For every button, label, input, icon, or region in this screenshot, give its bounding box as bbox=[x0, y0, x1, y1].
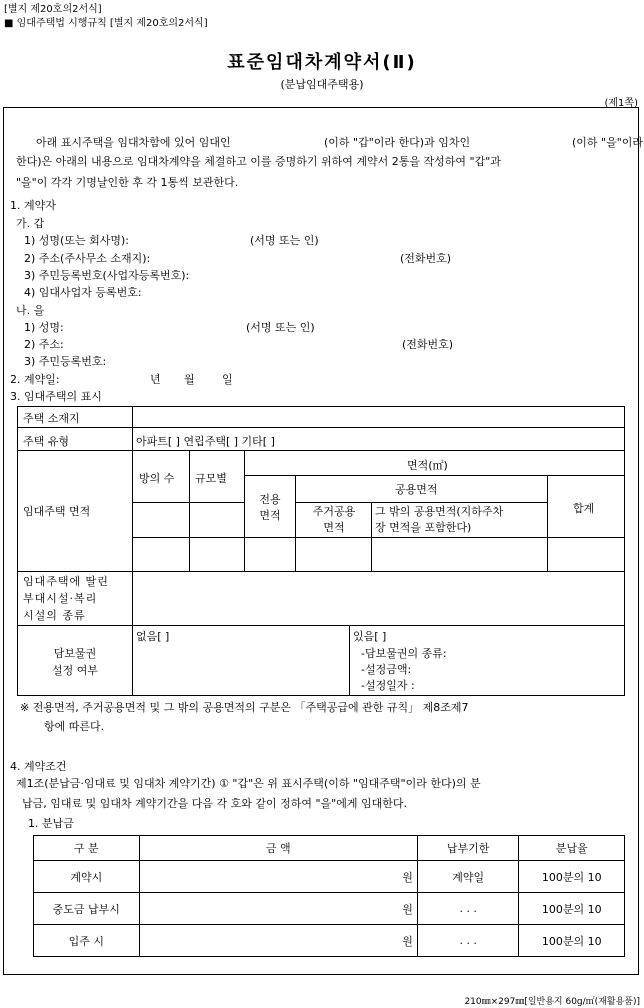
area-note-1: ※ 전용면적, 주거공용면적 및 그 밖의 공용면적의 구분은 「주택공급에 관한 규칙」 제8조제7 bbox=[20, 701, 469, 714]
row-due: . . . bbox=[417, 893, 519, 925]
collateral-label: 담보물권 설정 여부 bbox=[51, 647, 98, 677]
rooms-label: 방의 수 bbox=[139, 472, 175, 485]
collateral-date-label: -설정일자 : bbox=[361, 679, 415, 692]
tenant-address-label: 2) 주소: bbox=[24, 338, 64, 351]
document-title: 표준임대차계약서(Ⅱ) bbox=[227, 52, 417, 73]
row-category: 입주 시 bbox=[34, 925, 140, 957]
article1-text-1: 제1조(분납금·임대료 및 임대차 계약기간) ① "갑"은 위 표시주택(이하 "임대주택"이라 한다)의 분 bbox=[16, 777, 481, 790]
intro-text-3: "을"이 각각 기명날인한 후 각 1통씩 보관한다. bbox=[16, 176, 239, 189]
table-row bbox=[34, 861, 625, 893]
row-category: 중도금 납부시 bbox=[34, 893, 140, 925]
row-due: 계약일 bbox=[417, 861, 519, 893]
row-ratio: 100분의 10 bbox=[519, 925, 625, 957]
contract-date-month: 월 bbox=[184, 373, 195, 386]
size-label: 규모별 bbox=[195, 472, 227, 485]
landlord-signature-label: (서명 또는 인) bbox=[250, 234, 319, 247]
contract-date-year: 년 bbox=[150, 373, 161, 386]
collateral-exists: 있음[ ] bbox=[353, 630, 387, 643]
installment-heading: 1. 분납금 bbox=[28, 817, 74, 830]
landlord-address-label: 2) 주소(주사무소 소재지): bbox=[24, 252, 151, 265]
collateral-kind-label: -담보물권의 종류: bbox=[361, 647, 447, 660]
house-type-label: 주택 유형 bbox=[23, 435, 70, 448]
total-label: 합계 bbox=[573, 502, 595, 515]
installment-table bbox=[33, 835, 625, 957]
form-number: [별지 제20호의2서식] bbox=[4, 4, 102, 15]
collateral-none: 없음[ ] bbox=[136, 630, 170, 643]
col-header-category: 구 분 bbox=[34, 836, 140, 861]
house-info-table bbox=[17, 406, 625, 696]
tenant-signature-label: (서명 또는 인) bbox=[246, 321, 315, 334]
intro-text-1a: 아래 표시주택을 임대차함에 있어 임대인 bbox=[36, 136, 231, 149]
row-due: . . . bbox=[417, 925, 519, 957]
row-amount: 원 bbox=[139, 925, 417, 957]
landlord-heading: 가. 갑 bbox=[16, 217, 45, 230]
table-row bbox=[34, 893, 625, 925]
area-note-2: 항에 따른다. bbox=[44, 720, 105, 733]
collateral-amount-label: -설정금액: bbox=[361, 663, 412, 676]
area-m2-label: 면적(㎡) bbox=[407, 459, 448, 472]
section-terms-heading: 4. 계약조건 bbox=[10, 760, 67, 773]
row-amount: 원 bbox=[139, 893, 417, 925]
col-header-amount: 금 액 bbox=[139, 836, 417, 861]
article1-text-2: 납금, 임대료 및 임대차 계약기간을 다음 각 호와 같이 정하여 "을"에게 임대한다. bbox=[22, 797, 407, 810]
table-row bbox=[34, 925, 625, 957]
landlord-name-label: 1) 성명(또는 회사명): bbox=[24, 234, 129, 247]
tenant-heading: 나. 을 bbox=[16, 304, 45, 317]
section-house-heading: 3. 임대주택의 표시 bbox=[10, 390, 102, 403]
tenant-name-label: 1) 성명: bbox=[24, 321, 64, 334]
landlord-id-label: 3) 주민등록번호(사업자등록번호): bbox=[24, 269, 190, 282]
section-contractors-heading: 1. 계약자 bbox=[10, 199, 56, 212]
contract-date-day: 일 bbox=[222, 373, 233, 386]
row-ratio: 100분의 10 bbox=[519, 861, 625, 893]
landlord-phone-label: (전화번호) bbox=[400, 252, 452, 265]
intro-text-1b: (이하 "갑"이라 한다)과 임차인 bbox=[324, 136, 471, 149]
page-number: (제1쪽) bbox=[604, 98, 638, 109]
exclusive-area-label: 전용 면적 bbox=[259, 493, 281, 522]
col-header-due: 납부기한 bbox=[417, 836, 519, 861]
intro-text-2: 한다)은 아래의 내용으로 임대차계약을 체결하고 이를 증명하기 위하여 계약서 2통을 작성하여 "갑"과 bbox=[16, 155, 501, 168]
house-type-value: 아파트[ ] 연립주택[ ] 기타[ ] bbox=[136, 435, 275, 448]
row-amount: 원 bbox=[139, 861, 417, 893]
law-reference: ■ 임대주택법 시행규칙 [별지 제20호의2서식] bbox=[4, 18, 208, 29]
intro-text-1c: (이하 "을"이라 bbox=[572, 136, 644, 149]
document-subtitle: (분납임대주택용) bbox=[280, 78, 364, 91]
paper-spec-footer: 210㎜×297㎜[일반용지 60g/㎡(재활용품)] bbox=[464, 997, 640, 1007]
tenant-phone-label: (전화번호) bbox=[402, 338, 454, 351]
row-category: 계약시 bbox=[34, 861, 140, 893]
facilities-label: 임대주택에 딸린 부대시설·복리 시설의 종류 bbox=[23, 575, 109, 622]
col-header-ratio: 분납율 bbox=[519, 836, 625, 861]
tenant-id-label: 3) 주민등록번호: bbox=[24, 355, 107, 368]
area-label: 임대주택 면적 bbox=[23, 505, 91, 518]
common-area-label: 공용면적 bbox=[395, 483, 438, 496]
row-ratio: 100분의 10 bbox=[519, 893, 625, 925]
contract-date-label: 2. 계약일: bbox=[10, 373, 60, 386]
landlord-registration-label: 4) 임대사업자 등록번호: bbox=[24, 286, 142, 299]
residential-common-label: 주거공용 면적 bbox=[312, 505, 356, 534]
location-label: 주택 소재지 bbox=[23, 412, 80, 425]
other-common-label: 그 밖의 공용면적(지하주차 장 면적을 포함한다) bbox=[375, 505, 504, 534]
